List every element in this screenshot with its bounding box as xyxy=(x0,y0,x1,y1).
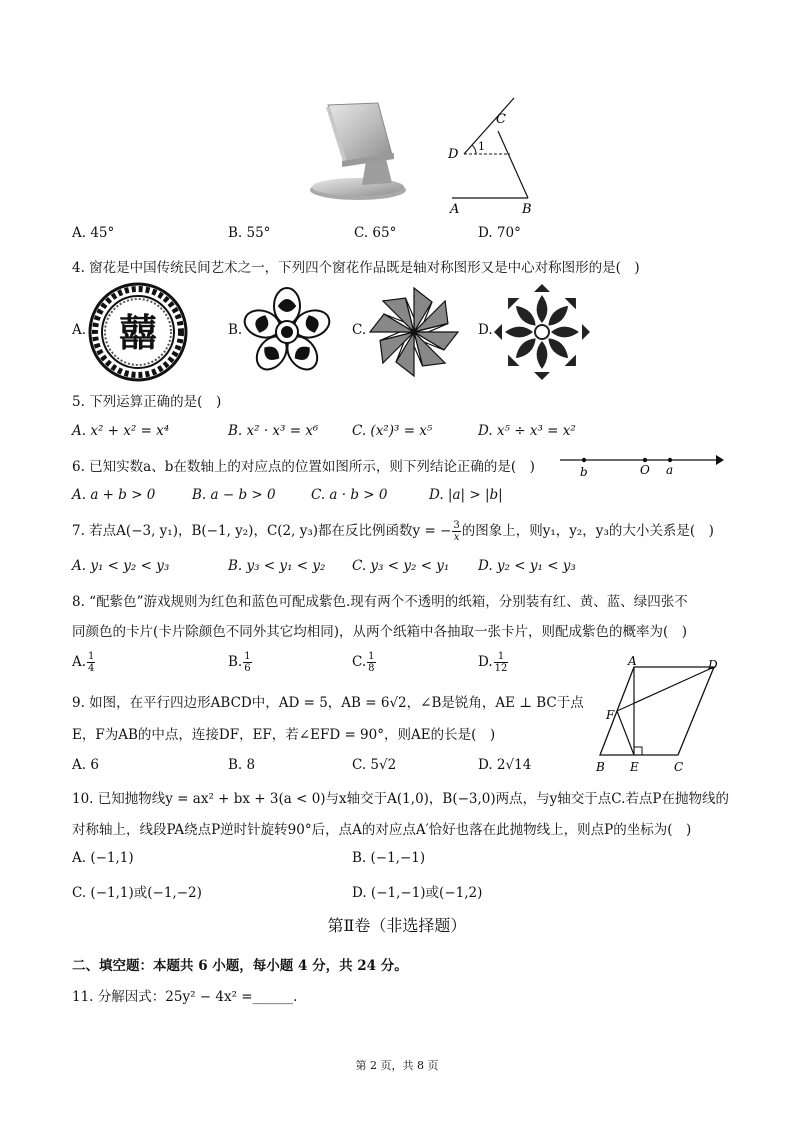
paper-cut-double-happiness xyxy=(88,282,188,382)
pg-label-D: D xyxy=(708,658,718,672)
q10-option-a[interactable]: A. (−1,1) xyxy=(72,850,134,866)
parallelogram-figure xyxy=(590,655,725,777)
q6-option-a[interactable]: A. a + b > 0 xyxy=(72,487,156,503)
q7-option-a[interactable]: A. y₁ < y₂ < y₃ xyxy=(72,558,170,574)
q11-stem: 11. 分解因式：25y² − 4x² =______. xyxy=(72,989,298,1005)
q10-stem-line1: 10. 已知抛物线y = ax² + bx + 3(a < 0)与x轴交于A(1,0)，B(−3,0)两点，与y轴交于点C.若点P在抛物线的 xyxy=(72,791,730,807)
q5-option-d[interactable]: D. x⁵ ÷ x³ = x² xyxy=(478,423,576,439)
pg-label-B: B xyxy=(596,760,605,774)
q7-frac-num: 3 xyxy=(453,520,460,531)
pg-label-F: F xyxy=(606,708,615,722)
q8-option-b[interactable] xyxy=(228,651,253,674)
q10-stem-line2: 对称轴上，线段PA绕点P逆时针旋转90°后，点A的对应点A′恰好也落在此抛物线上，则点P的坐标为( ) xyxy=(72,822,692,838)
q8-option-d-num: 1 xyxy=(494,651,509,663)
q7-stem-post: 的图象上，则y₁，y₂，y₃的大小关系是( ) xyxy=(461,523,714,539)
q3-option-c[interactable]: C. 65° xyxy=(354,225,397,241)
q8-stem-line1: 8. “配紫色”游戏规则为红色和蓝色可配成紫色.现有两个不透明的纸箱，分别装有红、黄、蓝、绿四张不 xyxy=(72,594,688,610)
q8-stem-line2: 同颜色的卡片(卡片除颜色不同外其它均相同)，从两个纸箱中各抽取一张卡片，则配成紫色的概率为( ) xyxy=(72,624,688,640)
numberline-label-o: O xyxy=(640,463,650,477)
section-title: 第Ⅱ卷（非选择题） xyxy=(327,916,467,935)
q10-option-d[interactable]: D. (−1,−1)或(−1,2) xyxy=(352,885,483,901)
q8-option-d-letter: D. xyxy=(478,654,493,670)
numberline-label-a: a xyxy=(666,463,674,477)
paper-cut-pinwheel xyxy=(366,284,462,380)
q7-stem xyxy=(72,519,714,543)
q4-option-b-label[interactable]: B. xyxy=(228,322,243,338)
q6-option-c[interactable]: C. a · b > 0 xyxy=(311,487,388,503)
q8-option-d[interactable] xyxy=(478,651,509,674)
pg-label-E: E xyxy=(630,760,639,774)
angle-figure xyxy=(440,95,540,217)
q6-option-d[interactable]: D. |a| > |b| xyxy=(429,487,503,503)
q8-option-a-den: 4 xyxy=(88,663,95,674)
q5-option-a[interactable]: A. x² + x² = x⁴ xyxy=(72,423,170,439)
numberline-label-b: b xyxy=(580,465,588,479)
q6-stem: 6. 已知实数a、b在数轴上的对应点的位置如图所示，则下列结论正确的是( ) xyxy=(72,459,535,475)
label-C: C xyxy=(496,112,506,127)
section-heading: 二、填空题：本题共 6 小题，每小题 4 分，共 24 分。 xyxy=(72,958,408,974)
q10-option-b[interactable]: B. (−1,−1) xyxy=(352,850,426,866)
q9-stem-line1: 9. 如图，在平行四边形ABCD中，AD = 5，AB = 6√2，∠B是锐角，AE ⊥ BC于点 xyxy=(72,695,584,711)
q5-stem: 5. 下列运算正确的是( ) xyxy=(72,394,222,410)
q4-stem: 4. 窗花是中国传统民间艺术之一，下列四个窗花作品既是轴对称图形又是中心对称图形的是( ) xyxy=(72,260,640,276)
q7-option-c[interactable]: C. y₃ < y₂ < y₁ xyxy=(352,558,450,574)
q3-option-d[interactable]: D. 70° xyxy=(478,225,521,241)
label-D: D xyxy=(448,147,459,162)
q8-option-a-letter: A. xyxy=(72,654,87,670)
q7-fraction xyxy=(452,520,460,543)
paper-cut-flower xyxy=(240,286,335,378)
q8-option-d-den: 12 xyxy=(494,663,508,674)
label-A: A xyxy=(450,202,460,217)
q8-option-b-letter: B. xyxy=(228,654,243,670)
pg-label-C: C xyxy=(674,760,684,774)
pg-label-A: A xyxy=(628,655,637,668)
q8-option-c-den: 8 xyxy=(368,663,375,674)
q8-option-c-letter: C. xyxy=(352,654,367,670)
q8-option-c[interactable] xyxy=(352,651,377,674)
q5-option-b[interactable]: B. x² · x³ = x⁶ xyxy=(228,423,319,439)
paper-cut-star-leaves xyxy=(494,284,590,380)
label-angle-1: 1 xyxy=(478,140,485,153)
q4-option-a-label[interactable]: A. xyxy=(72,322,87,338)
q5-option-c[interactable]: C. (x²)³ = x⁵ xyxy=(352,423,433,439)
q9-stem-line2: E，F为AB的中点，连接DF，EF，若∠EFD = 90°，则AE的长是( ) xyxy=(72,727,496,743)
q8-option-a-num: 1 xyxy=(88,651,95,662)
page-footer: 第 2 页，共 8 页 xyxy=(355,1059,439,1072)
q8-option-b-num: 1 xyxy=(244,651,251,662)
double-happiness-glyph: 囍 xyxy=(118,310,158,355)
q10-option-c[interactable]: C. (−1,1)或(−1,−2) xyxy=(72,885,202,901)
q3-option-a[interactable]: A. 45° xyxy=(72,225,115,241)
tablet-stand-photo xyxy=(300,95,410,207)
q9-option-c[interactable]: C. 5√2 xyxy=(352,757,397,773)
q8-option-a[interactable] xyxy=(72,651,96,674)
q8-option-b-den: 6 xyxy=(244,663,251,674)
q4-option-d-label[interactable]: D. xyxy=(478,322,493,338)
q6-option-b[interactable]: B. a − b > 0 xyxy=(192,487,276,503)
q9-option-b[interactable]: B. 8 xyxy=(228,757,256,773)
q7-stem-pre: 7. 若点A(−3, y₁)，B(−1, y₂)，C(2, y₃)都在反比例函数y = − xyxy=(72,523,452,539)
q9-option-a[interactable]: A. 6 xyxy=(72,757,99,773)
q7-option-d[interactable]: D. y₂ < y₁ < y₃ xyxy=(478,558,576,574)
q8-option-c-num: 1 xyxy=(368,651,375,662)
q7-option-b[interactable]: B. y₃ < y₁ < y₂ xyxy=(228,558,326,574)
q4-option-c-label[interactable]: C. xyxy=(352,322,367,338)
label-B: B xyxy=(522,202,532,217)
number-line xyxy=(558,450,724,480)
q7-frac-den: x xyxy=(453,532,460,543)
q9-option-d[interactable]: D. 2√14 xyxy=(478,757,532,773)
q3-option-b[interactable]: B. 55° xyxy=(228,225,271,241)
